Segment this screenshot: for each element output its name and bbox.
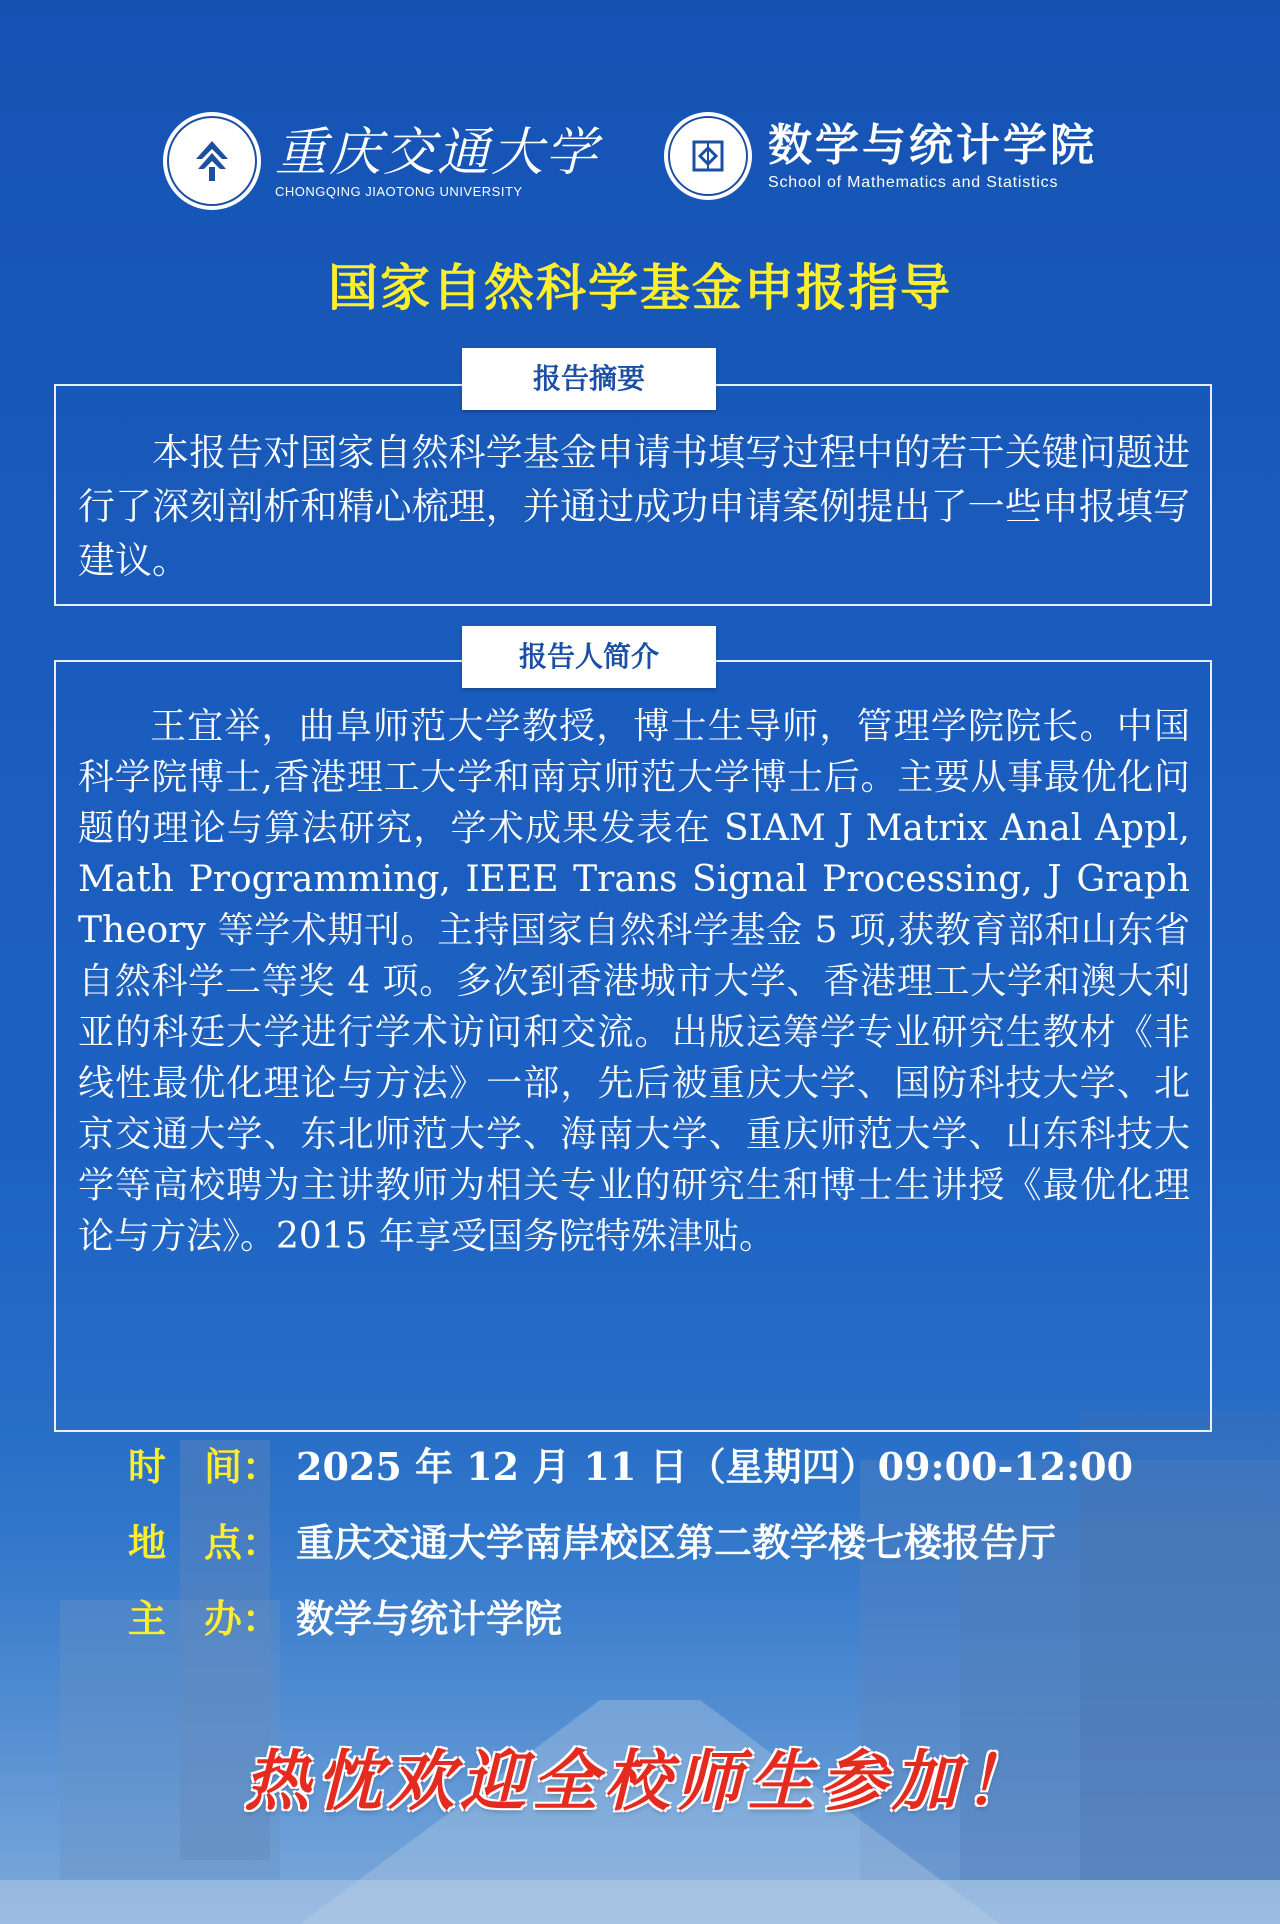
- school-seal-icon: [664, 112, 752, 200]
- university-name-cn: 重庆交通大学: [275, 122, 600, 183]
- time-value: 2025 年 12 月 11 日（星期四）09:00-12:00: [296, 1444, 1134, 1489]
- bio-label: 报告人简介: [462, 626, 716, 688]
- university-name-en: CHONGQING JIAOTONG UNIVERSITY: [275, 183, 523, 199]
- poster-title: 国家自然科学基金申报指导: [328, 259, 952, 317]
- event-place: [128, 1518, 1056, 1568]
- host-label: 主 办：: [128, 1596, 281, 1641]
- school-logo: [664, 112, 1097, 200]
- bio-text: 王宜举，曲阜师范大学教授，博士生导师，管理学院院长。中国科学院博士,香港理工大学和南京师范大学博士后。主要从事最优化问题的理论与算法研究，学术成果发表在 SIAM J Matrix Anal Appl, Math Programming, IEEE Trans Signal Processing, J Graph Theory 等学术期刊。主持国家自然科学基金 5 项,获教育部和山东省自然科学二等奖 4 项。多次到香港城市大学、香港理工大学和澳大利亚的科廷大学进行学术访问和交流。出版运筹学专业研究生教材《非线性最优化理论与方法》一部，先后被重庆大学、国防科技大学、北京交通大学、东北师范大学、海南大学、重庆师范大学、山东科技大学等高校聘为主讲教师为相关专业的研究生和博士生讲授《最优化理论与方法》。2015 年享受国务院特殊津贴。: [78, 706, 1190, 1257]
- time-label: 时 间：: [128, 1444, 281, 1489]
- event-time: [128, 1442, 1133, 1492]
- school-name-en: School of Mathematics and Statistics: [768, 174, 1059, 191]
- abstract-label: 报告摘要: [462, 348, 716, 410]
- university-logo: [163, 112, 599, 210]
- welcome-banner: 热忱欢迎全校师生参加！: [244, 1742, 1036, 1820]
- abstract-text: 本报告对国家自然科学基金申请书填写过程中的若干关键问题进行了深刻剖析和精心梳理，并通过成功申请案例提出了一些申报填写建议。: [78, 431, 1190, 582]
- place-label: 地 点：: [128, 1520, 281, 1565]
- school-name-cn: 数学与统计学院: [768, 120, 1097, 171]
- host-value: 数学与统计学院: [296, 1596, 563, 1641]
- university-seal-icon: [163, 112, 261, 210]
- event-host: [128, 1594, 562, 1644]
- place-value: 重庆交通大学南岸校区第二教学楼七楼报告厅: [296, 1520, 1057, 1565]
